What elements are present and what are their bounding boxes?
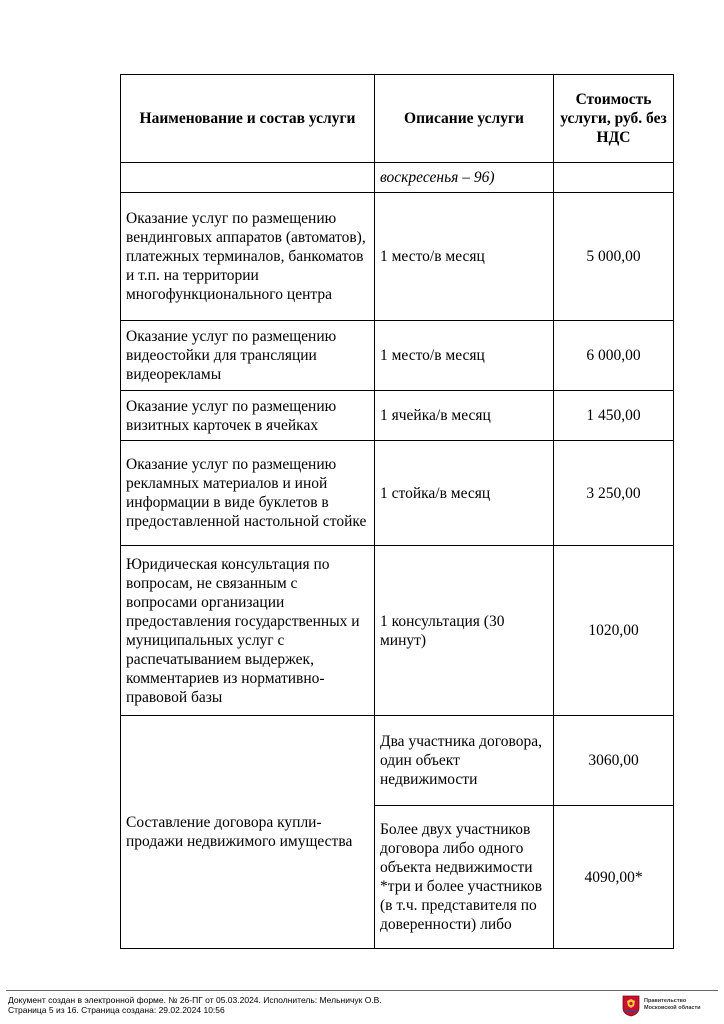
service-name: Юридическая консультация по вопросам, не связанным с вопросами организации предоставления государственных и муниципальных услуг с распечатыванием выдержек, комментариев из нормативно-правовой базы <box>121 546 375 716</box>
table-row <box>121 193 674 321</box>
header-service-description: Описание услуги <box>375 75 554 163</box>
service-name: Оказание услуг по размещению вендинговых аппаратов (автоматов), платежных терминалов, банкоматов и т.п. на территории многофункционального центра <box>121 193 375 321</box>
table-row <box>121 441 674 546</box>
footer-document-info: Документ создан в электронной форме. № 26-ПГ от 05.03.2024. Исполнитель: Мельничук О.В. <box>8 995 382 1005</box>
service-price: 5 000,00 <box>554 193 674 321</box>
table-row <box>121 163 674 193</box>
footer-text <box>8 995 382 1015</box>
table-cell <box>121 163 375 193</box>
service-description: Два участника договора, один объект недвижимости <box>375 716 554 806</box>
service-description: 1 консультация (30 минут) <box>375 546 554 716</box>
footer-page-info: Страница 5 из 16. Страница создана: 29.02.2024 10:56 <box>8 1005 225 1015</box>
table-header-row <box>121 75 674 163</box>
service-price: 3 250,00 <box>554 441 674 546</box>
service-description: 1 ячейка/в месяц <box>375 391 554 441</box>
service-price: 1 450,00 <box>554 391 674 441</box>
table-row <box>121 391 674 441</box>
table-cell <box>554 163 674 193</box>
service-price: 4090,00* <box>554 806 674 949</box>
header-service-name: Наименование и состав услуги <box>121 75 375 163</box>
service-name: Оказание услуг по размещению визитных карточек в ячейках <box>121 391 375 441</box>
service-price: 6 000,00 <box>554 321 674 391</box>
service-description: Более двух участников договора либо одного объекта недвижимости *три и более участников (в т.ч. представителя по доверенности) либо <box>375 806 554 949</box>
continuation-text: воскресенья – 96) <box>375 163 554 193</box>
services-price-table <box>120 74 674 949</box>
service-name: Оказание услуг по размещению видеостойки для трансляции видеорекламы <box>121 321 375 391</box>
header-service-price: Стоимость услуги, руб. без НДС <box>554 75 674 163</box>
service-price: 1020,00 <box>554 546 674 716</box>
service-description: 1 место/в месяц <box>375 321 554 391</box>
table-row <box>121 321 674 391</box>
service-description: 1 стойка/в месяц <box>375 441 554 546</box>
service-price: 3060,00 <box>554 716 674 806</box>
service-description: 1 место/в месяц <box>375 193 554 321</box>
service-name: Составление договора купли-продажи недвижимого имущества <box>121 716 375 949</box>
logo-text: Правительство Московской области <box>644 998 701 1011</box>
table-row <box>121 716 674 806</box>
government-logo <box>622 995 714 1017</box>
document-footer <box>6 990 718 1019</box>
moscow-oblast-emblem-icon <box>622 995 640 1017</box>
table-row <box>121 546 674 716</box>
service-name: Оказание услуг по размещению рекламных материалов и иной информации в виде буклетов в предоставленной настольной стойке <box>121 441 375 546</box>
